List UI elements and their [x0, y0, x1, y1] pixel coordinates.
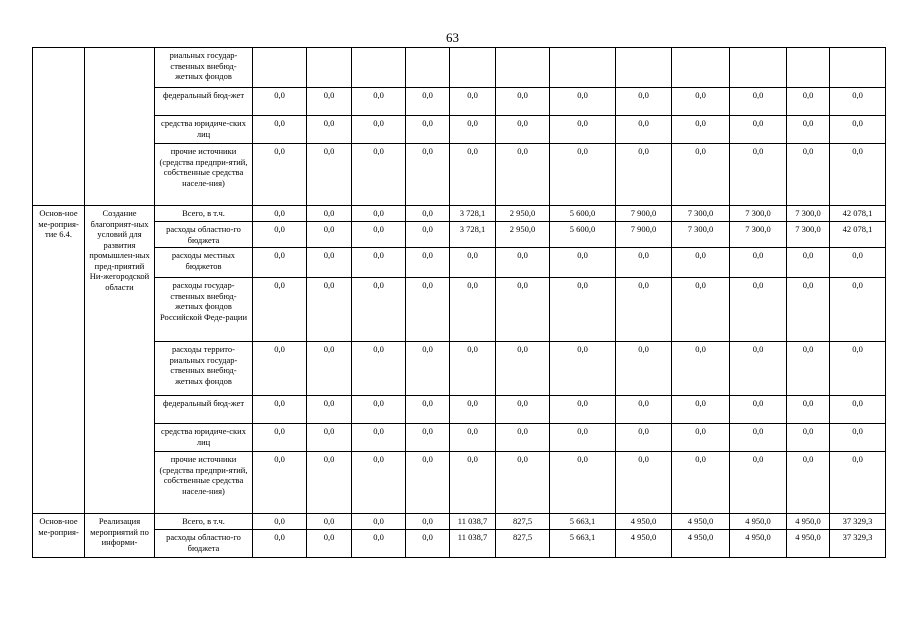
value-cell: 0,0	[406, 248, 450, 278]
value-cell: 0,0	[307, 278, 352, 342]
value-cell: 0,0	[450, 452, 496, 514]
value-cell: 0,0	[496, 144, 550, 206]
funding-source-cell: расходы террито-риальных государ-ственных внебюд-жетных фондов	[155, 342, 253, 396]
value-cell: 0,0	[830, 144, 886, 206]
value-cell: 0,0	[307, 396, 352, 424]
value-cell: 0,0	[550, 452, 616, 514]
value-cell: 0,0	[352, 278, 406, 342]
value-cell: 0,0	[672, 424, 730, 452]
value-cell: 0,0	[450, 396, 496, 424]
value-cell: 0,0	[616, 278, 672, 342]
value-cell: 0,0	[787, 278, 830, 342]
value-cell	[787, 48, 830, 88]
value-cell: 0,0	[253, 424, 307, 452]
value-cell: 0,0	[672, 278, 730, 342]
value-cell: 0,0	[550, 342, 616, 396]
value-cell: 7 300,0	[730, 222, 787, 248]
value-cell: 7 300,0	[672, 206, 730, 222]
value-cell: 0,0	[307, 514, 352, 530]
value-cell: 4 950,0	[787, 514, 830, 530]
value-cell: 0,0	[450, 342, 496, 396]
value-cell: 0,0	[450, 88, 496, 116]
value-cell: 0,0	[450, 116, 496, 144]
funding-source-cell: риальных государ-ственных внебюд-жетных фондов	[155, 48, 253, 88]
value-cell: 5 600,0	[550, 222, 616, 248]
value-cell: 0,0	[496, 278, 550, 342]
value-cell: 4 950,0	[730, 514, 787, 530]
funding-source-cell: расходы областно-го бюджета	[155, 222, 253, 248]
value-cell: 0,0	[307, 88, 352, 116]
measure-code-cell: Основ-ное ме-роприя-тие 6.4.	[33, 206, 85, 514]
value-cell: 0,0	[730, 248, 787, 278]
measure-name-cell: Создание благоприят-ных условий для развития промышлен-ных пред-приятий Ни-жегородской области	[85, 206, 155, 514]
value-cell: 0,0	[616, 88, 672, 116]
value-cell: 0,0	[253, 88, 307, 116]
table-row	[33, 396, 886, 424]
value-cell	[450, 48, 496, 88]
value-cell: 0,0	[672, 342, 730, 396]
funding-source-cell: Всего, в т.ч.	[155, 206, 253, 222]
value-cell: 7 900,0	[616, 222, 672, 248]
value-cell: 0,0	[450, 278, 496, 342]
value-cell: 0,0	[307, 206, 352, 222]
value-cell: 0,0	[616, 248, 672, 278]
value-cell: 0,0	[496, 248, 550, 278]
value-cell: 0,0	[496, 88, 550, 116]
value-cell: 0,0	[406, 278, 450, 342]
value-cell: 4 950,0	[616, 530, 672, 558]
value-cell: 0,0	[616, 342, 672, 396]
value-cell: 0,0	[406, 452, 450, 514]
value-cell: 0,0	[307, 424, 352, 452]
value-cell	[730, 48, 787, 88]
table-row	[33, 48, 886, 88]
table-row	[33, 248, 886, 278]
value-cell: 0,0	[450, 248, 496, 278]
value-cell: 0,0	[307, 222, 352, 248]
value-cell: 0,0	[550, 396, 616, 424]
table-row	[33, 530, 886, 558]
value-cell	[352, 48, 406, 88]
funding-source-cell: средства юридиче-ских лиц	[155, 116, 253, 144]
value-cell: 0,0	[406, 116, 450, 144]
table-row	[33, 88, 886, 116]
value-cell: 0,0	[352, 452, 406, 514]
value-cell: 0,0	[550, 424, 616, 452]
value-cell: 0,0	[406, 514, 450, 530]
value-cell: 0,0	[406, 222, 450, 248]
value-cell	[672, 48, 730, 88]
value-cell: 0,0	[830, 452, 886, 514]
value-cell: 3 728,1	[450, 206, 496, 222]
value-cell: 0,0	[406, 144, 450, 206]
value-cell: 827,5	[496, 514, 550, 530]
measure-code-cell	[33, 48, 85, 206]
table-row	[33, 206, 886, 222]
value-cell: 0,0	[730, 424, 787, 452]
value-cell: 0,0	[496, 452, 550, 514]
value-cell: 7 300,0	[672, 222, 730, 248]
value-cell: 0,0	[406, 424, 450, 452]
table-body	[33, 48, 886, 558]
value-cell: 0,0	[550, 116, 616, 144]
value-cell: 0,0	[730, 144, 787, 206]
table-row	[33, 514, 886, 530]
value-cell: 0,0	[307, 144, 352, 206]
value-cell: 0,0	[253, 278, 307, 342]
value-cell: 0,0	[787, 116, 830, 144]
value-cell: 0,0	[616, 424, 672, 452]
value-cell: 0,0	[672, 248, 730, 278]
funding-source-cell: расходы областно-го бюджета	[155, 530, 253, 558]
value-cell: 0,0	[830, 278, 886, 342]
value-cell: 0,0	[253, 116, 307, 144]
value-cell: 0,0	[406, 342, 450, 396]
value-cell: 0,0	[672, 452, 730, 514]
value-cell: 0,0	[616, 116, 672, 144]
value-cell: 0,0	[787, 248, 830, 278]
funding-source-cell: средства юридиче-ских лиц	[155, 424, 253, 452]
measure-name-cell	[85, 48, 155, 206]
value-cell	[830, 48, 886, 88]
value-cell: 37 329,3	[830, 530, 886, 558]
value-cell: 5 600,0	[550, 206, 616, 222]
measure-code-cell: Основ-ное ме-роприя-	[33, 514, 85, 558]
value-cell: 0,0	[253, 248, 307, 278]
value-cell: 0,0	[307, 452, 352, 514]
value-cell: 0,0	[352, 88, 406, 116]
value-cell: 7 900,0	[616, 206, 672, 222]
budget-table	[32, 47, 886, 558]
value-cell: 0,0	[253, 530, 307, 558]
value-cell: 0,0	[787, 88, 830, 116]
table-row	[33, 144, 886, 206]
value-cell: 0,0	[352, 396, 406, 424]
value-cell: 0,0	[672, 116, 730, 144]
value-cell: 0,0	[616, 144, 672, 206]
value-cell: 0,0	[406, 88, 450, 116]
value-cell: 0,0	[496, 396, 550, 424]
value-cell: 0,0	[730, 452, 787, 514]
value-cell	[496, 48, 550, 88]
value-cell: 0,0	[450, 424, 496, 452]
value-cell: 4 950,0	[672, 514, 730, 530]
value-cell: 827,5	[496, 530, 550, 558]
value-cell: 0,0	[253, 396, 307, 424]
funding-source-cell: прочие источники (средства предпри-ятий, собственные средства населе-ния)	[155, 452, 253, 514]
value-cell	[550, 48, 616, 88]
value-cell: 0,0	[253, 144, 307, 206]
value-cell: 0,0	[787, 424, 830, 452]
value-cell: 37 329,3	[830, 514, 886, 530]
value-cell: 0,0	[352, 206, 406, 222]
value-cell: 0,0	[730, 88, 787, 116]
value-cell: 42 078,1	[830, 206, 886, 222]
value-cell: 0,0	[406, 206, 450, 222]
value-cell: 0,0	[253, 452, 307, 514]
funding-source-cell: федеральный бюд-жет	[155, 88, 253, 116]
value-cell: 0,0	[352, 530, 406, 558]
measure-name-cell: Реализация мероприятий по информи-	[85, 514, 155, 558]
page-number: 63	[446, 30, 459, 45]
value-cell: 0,0	[496, 342, 550, 396]
value-cell: 0,0	[616, 452, 672, 514]
funding-source-cell: федеральный бюд-жет	[155, 396, 253, 424]
value-cell: 4 950,0	[616, 514, 672, 530]
value-cell	[253, 48, 307, 88]
value-cell: 0,0	[352, 514, 406, 530]
funding-source-cell: расходы государ-ственных внебюд-жетных фондов Российской Феде-рации	[155, 278, 253, 342]
value-cell: 42 078,1	[830, 222, 886, 248]
value-cell: 0,0	[307, 116, 352, 144]
value-cell: 0,0	[352, 424, 406, 452]
value-cell: 0,0	[406, 530, 450, 558]
value-cell: 11 038,7	[450, 530, 496, 558]
value-cell: 2 950,0	[496, 222, 550, 248]
value-cell: 0,0	[730, 278, 787, 342]
value-cell: 7 300,0	[787, 206, 830, 222]
value-cell: 0,0	[787, 144, 830, 206]
value-cell: 0,0	[253, 514, 307, 530]
value-cell: 7 300,0	[730, 206, 787, 222]
value-cell: 0,0	[550, 248, 616, 278]
value-cell: 0,0	[830, 342, 886, 396]
value-cell: 0,0	[253, 222, 307, 248]
value-cell: 5 663,1	[550, 514, 616, 530]
value-cell	[307, 48, 352, 88]
value-cell: 0,0	[787, 342, 830, 396]
table-row	[33, 278, 886, 342]
value-cell: 2 950,0	[496, 206, 550, 222]
value-cell: 0,0	[307, 342, 352, 396]
value-cell: 5 663,1	[550, 530, 616, 558]
value-cell: 11 038,7	[450, 514, 496, 530]
value-cell: 4 950,0	[672, 530, 730, 558]
value-cell: 0,0	[307, 248, 352, 278]
value-cell: 0,0	[496, 424, 550, 452]
value-cell: 4 950,0	[787, 530, 830, 558]
value-cell: 0,0	[730, 396, 787, 424]
funding-source-cell: расходы местных бюджетов	[155, 248, 253, 278]
value-cell: 0,0	[352, 144, 406, 206]
table-row	[33, 116, 886, 144]
funding-source-cell: прочие источники (средства предпри-ятий, собственные средства населе-ния)	[155, 144, 253, 206]
value-cell: 0,0	[352, 342, 406, 396]
value-cell	[406, 48, 450, 88]
value-cell: 0,0	[830, 396, 886, 424]
value-cell: 0,0	[730, 116, 787, 144]
value-cell: 0,0	[496, 116, 550, 144]
value-cell: 0,0	[830, 88, 886, 116]
value-cell: 0,0	[352, 116, 406, 144]
value-cell: 4 950,0	[730, 530, 787, 558]
value-cell: 7 300,0	[787, 222, 830, 248]
value-cell: 0,0	[830, 248, 886, 278]
value-cell: 0,0	[352, 222, 406, 248]
funding-source-cell: Всего, в т.ч.	[155, 514, 253, 530]
value-cell: 3 728,1	[450, 222, 496, 248]
table-row	[33, 342, 886, 396]
value-cell: 0,0	[253, 206, 307, 222]
value-cell: 0,0	[616, 396, 672, 424]
value-cell: 0,0	[352, 248, 406, 278]
value-cell: 0,0	[787, 396, 830, 424]
value-cell	[616, 48, 672, 88]
value-cell: 0,0	[672, 144, 730, 206]
table-row	[33, 222, 886, 248]
table-row	[33, 424, 886, 452]
value-cell: 0,0	[550, 144, 616, 206]
value-cell: 0,0	[253, 342, 307, 396]
value-cell: 0,0	[406, 396, 450, 424]
value-cell: 0,0	[550, 88, 616, 116]
value-cell: 0,0	[672, 88, 730, 116]
value-cell: 0,0	[787, 452, 830, 514]
table-row	[33, 452, 886, 514]
value-cell: 0,0	[672, 396, 730, 424]
value-cell: 0,0	[550, 278, 616, 342]
value-cell: 0,0	[450, 144, 496, 206]
value-cell: 0,0	[830, 116, 886, 144]
value-cell: 0,0	[307, 530, 352, 558]
value-cell: 0,0	[830, 424, 886, 452]
value-cell: 0,0	[730, 342, 787, 396]
